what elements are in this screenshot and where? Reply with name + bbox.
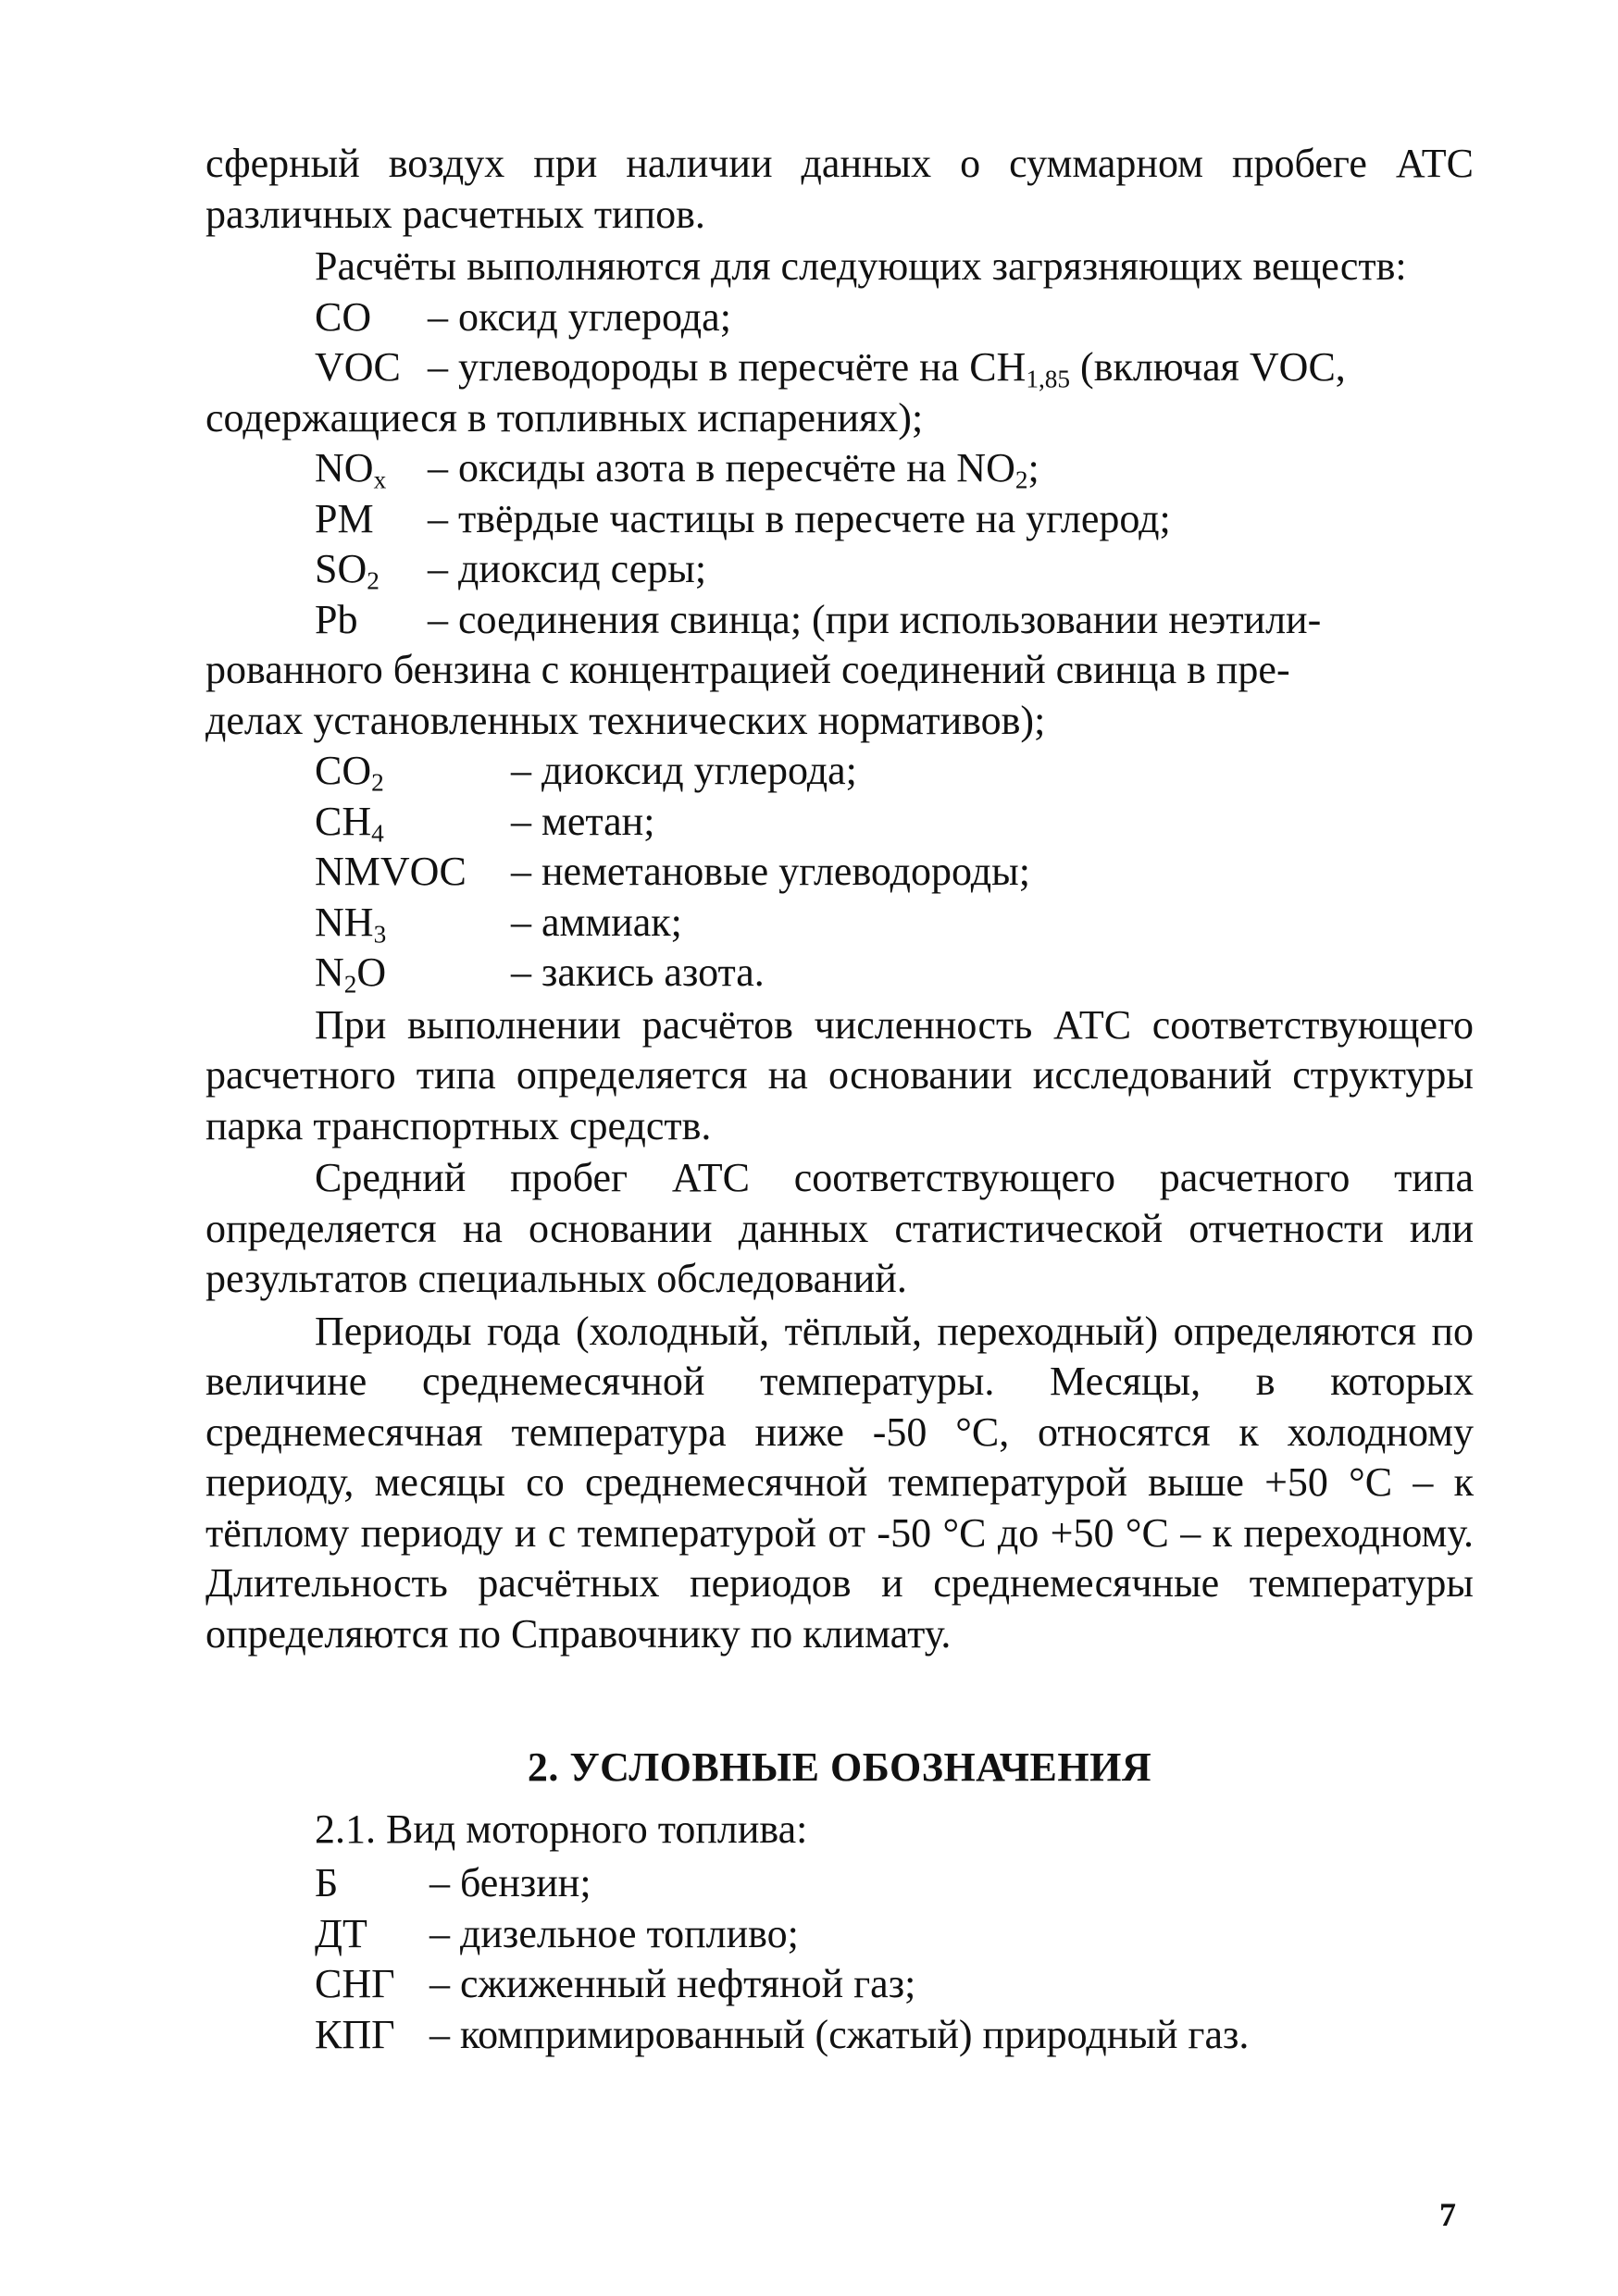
pollutants-list-b — [205, 746, 1474, 999]
fuel-description: – сжиженный нефтяной газ; — [429, 1961, 916, 2006]
pollutant-symbol: $NH_3$ — [315, 899, 387, 949]
list-item — [205, 595, 1474, 747]
list-item — [205, 2010, 1474, 2061]
list-item — [205, 797, 1474, 848]
pollutant-description: – твёрдые частицы в пересчете на углерод; — [428, 495, 1171, 541]
list-item — [205, 443, 1474, 494]
pollutant-symbol: PM — [315, 495, 374, 541]
calc-intro-paragraph: Расчёты выполняются для следующих загрязняющих веществ: — [315, 243, 1407, 289]
pollutant-description: – аммиак; — [511, 899, 682, 945]
list-item — [205, 847, 1474, 898]
pollutant-symbol: Pb — [315, 596, 358, 642]
mileage-paragraph: Средний пробег АТС соответствующего расчетного типа определяется на основании данных статистической отчетности или результатов специальных обследований. — [205, 1155, 1474, 1301]
intro-paragraph: сферный воздух при наличии данных о суммарном пробеге АТС различных расчетных типов. — [205, 141, 1474, 237]
pollutant-symbol: $NO_x$ — [315, 445, 387, 494]
pollutant-symbol: $CH_4$ — [315, 798, 384, 848]
list-item — [205, 342, 1474, 443]
pollutant-description: – диоксид серы; — [428, 546, 707, 591]
fuel-list — [205, 1858, 1474, 2060]
fuel-description: – бензин; — [429, 1860, 591, 1905]
pollutant-symbol: CO — [315, 293, 372, 340]
pollutant-description: – метан; — [511, 798, 655, 844]
fuel-symbol: КПГ — [315, 2011, 395, 2057]
pollutant-symbol: NMVOC — [315, 849, 467, 894]
periods-paragraph: Периоды года (холодный, тёплый, переходный) определяются по величине среднемесячной температуры. Месяцы, в которых среднемесячная температура ниже -50 °С, относятся к холодному периоду, месяцы со среднемесячной температурой выше +50 °С – к тёплому периоду и с температурой от -50 °С до +50 °С – к переходному. Длительность расчётных периодов и среднемесячные температуры определяются по Справочнику по климату. — [205, 1308, 1474, 1657]
list-item — [205, 292, 1474, 343]
fuel-symbol: Б — [315, 1860, 339, 1905]
pollutant-symbol: $N_2O$ — [315, 949, 387, 999]
pollutant-description: – диоксид углерода; — [511, 748, 857, 793]
text-column — [205, 139, 1474, 2060]
list-item — [205, 544, 1474, 595]
pollutant-description: – оксид углерода; — [428, 293, 731, 340]
pollutant-symbol: $CO_2$ — [315, 748, 384, 797]
pollutant-symbol: VOC — [315, 344, 401, 390]
fuel-description: – дизельное топливо; — [429, 1910, 799, 1956]
list-item — [205, 1858, 1474, 1909]
fuel-symbol: ДТ — [315, 1910, 367, 1956]
page-number: 7 — [1439, 2196, 1456, 2233]
fuel-description: – компримированный (сжатый) природный газ. — [429, 2011, 1250, 2057]
list-item — [205, 746, 1474, 797]
pollutant-description: – углеводороды в пересчёте на $CH_{1,85}$ (включая VOC, содержащиеся в топливных испарениях); — [205, 344, 1346, 441]
count-paragraph: При выполнении расчётов численность АТС соответствующего расчетного типа определяется на основании исследований структуры парка транспортных средств. — [205, 1001, 1474, 1148]
pollutant-description: – закись азота. — [511, 949, 765, 995]
section-heading: 2. УСЛОВНЫЕ ОБОЗНАЧЕНИЯ — [527, 1744, 1152, 1790]
subsection-title: 2.1. Вид моторного топлива: — [315, 1806, 808, 1852]
pollutant-description: – неметановые углеводороды; — [511, 849, 1030, 894]
pollutant-description: – соединения свинца; (при использовании неэтили- рованного бензина с концентрацией соединений свинца в пре- делах установленных технических нормативов); — [205, 596, 1322, 743]
pollutant-symbol: $SO_2$ — [315, 546, 380, 595]
pollutant-description: – оксиды азота в пересчёте на $NO_2$; — [428, 445, 1039, 494]
list-item — [205, 1909, 1474, 1960]
pollutants-list-a — [205, 292, 1474, 747]
list-item — [205, 948, 1474, 999]
list-item — [205, 1959, 1474, 2010]
fuel-symbol: СНГ — [315, 1961, 395, 2006]
list-item — [205, 494, 1474, 545]
list-item — [205, 898, 1474, 949]
